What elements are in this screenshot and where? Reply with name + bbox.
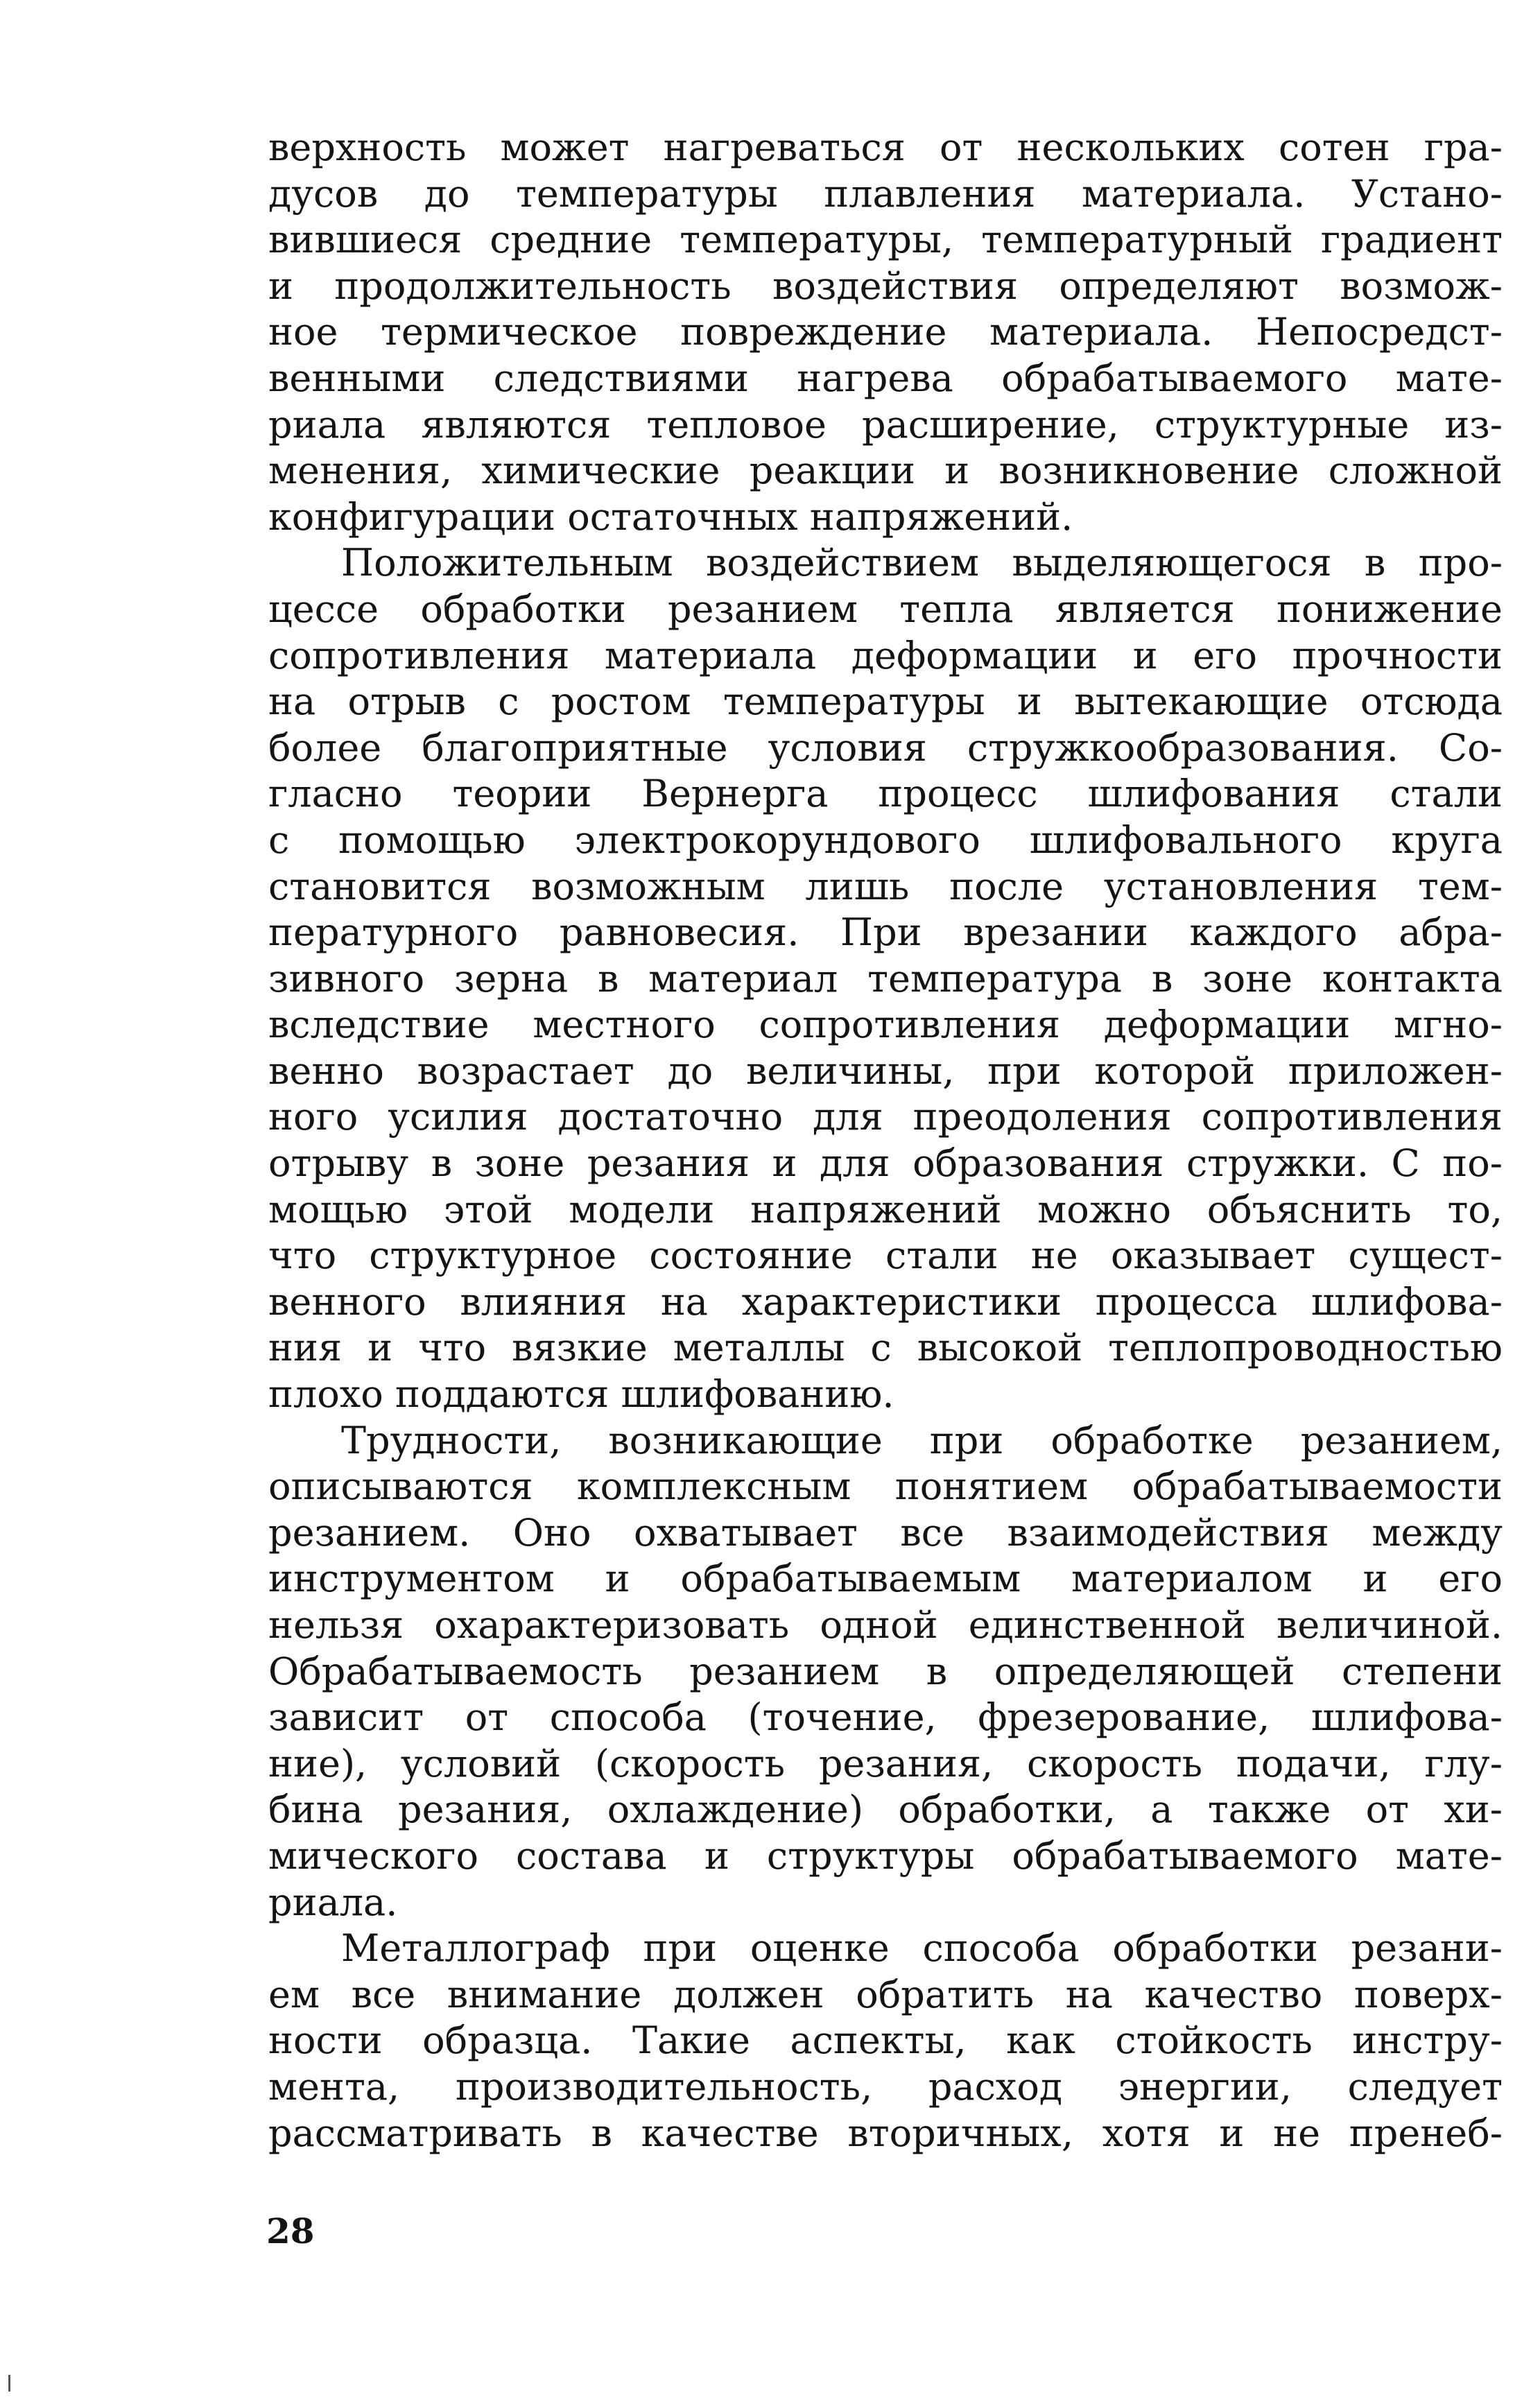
text-line: описываются комплексным понятием обрабатываемости	[268, 1464, 1503, 1509]
text-line: зивного зерна в материал температура в зоне контакта	[268, 956, 1503, 1001]
scan-edge-mark	[8, 2375, 10, 2392]
text-line: плохо поддаются шлифованию.	[268, 1372, 894, 1417]
text-line: риала.	[268, 1880, 398, 1924]
paragraph-1	[268, 125, 1503, 540]
text-line: пературного равновесия. При врезании каждого абра-	[268, 910, 1503, 955]
text-line: рассматривать в качестве вторичных, хотя и не пренеб-	[268, 2111, 1503, 2155]
text-line: гласно теории Вернерга процесс шлифования стали	[268, 772, 1503, 816]
text-line: ности образца. Такие аспекты, как стойкость инстру-	[268, 2018, 1503, 2063]
text-line: Обрабатываемость резанием в определяющей степени	[268, 1649, 1503, 1693]
text-line: более благоприятные условия стружкообразования. Со-	[268, 725, 1503, 770]
text-line: что структурное состояние стали не оказывает сущест-	[268, 1234, 1503, 1278]
text-line: мощью этой модели напряжений можно объяснить то,	[268, 1187, 1503, 1231]
paragraph-3	[268, 1418, 1503, 1926]
paragraph-4	[268, 1926, 1503, 2156]
text-line: ние), условий (скорость резания, скорость подачи, глу-	[268, 1741, 1503, 1785]
text-line: ния и что вязкие металлы с высокой теплопроводностью	[268, 1326, 1503, 1370]
text-line: резанием. Оно охватывает все взаимодействия между	[268, 1510, 1503, 1555]
text-line: и продолжительность воздействия определяют возмож-	[268, 263, 1503, 308]
text-line: инструментом и обрабатываемым материалом и его	[268, 1557, 1503, 1601]
text-line: на отрыв с ростом температуры и вытекающие отсюда	[268, 680, 1503, 724]
text-line: зависит от способа (точение, фрезерование, шлифова-	[268, 1695, 1503, 1740]
text-line: мического состава и структуры обрабатываемого мате-	[268, 1833, 1503, 1878]
text-line: становится возможным лишь после установления тем-	[268, 864, 1503, 908]
text-line: Положительным воздействием выделяющегося в про-	[341, 541, 1503, 585]
text-line: отрыву в зоне резания и для образования стружки. С по-	[268, 1141, 1503, 1186]
text-line: цессе обработки резанием тепла является понижение	[268, 587, 1503, 631]
text-line: Трудности, возникающие при обработке резанием,	[341, 1418, 1503, 1462]
text-line: бина резания, охлаждение) обработки, а также от хи-	[268, 1788, 1503, 1832]
text-line: с помощью электрокорундового шлифовального круга	[268, 818, 1503, 862]
text-line: риала являются тепловое расширение, структурные из-	[268, 402, 1503, 447]
text-line: Металлограф при оценке способа обработки резани-	[341, 1926, 1503, 1971]
text-line: ем все внимание должен обратить на качество поверх-	[268, 1972, 1503, 2016]
paragraph-2	[268, 540, 1503, 1417]
text-line: конфигурации остаточных напряжений.	[268, 494, 1073, 539]
page-number: 28	[266, 2211, 315, 2251]
text-line: сопротивления материала деформации и его прочности	[268, 633, 1503, 677]
text-line: дусов до температуры плавления материала. Устано-	[268, 171, 1503, 216]
text-line: мента, производительность, расход энергии, следует	[268, 2064, 1503, 2109]
text-line: верхность может нагреваться от нескольких сотен гра-	[268, 126, 1503, 169]
page-text	[268, 125, 1503, 2156]
text-line: нельзя охарактеризовать одной единственной величиной.	[268, 1603, 1503, 1647]
text-line: вследствие местного сопротивления деформации мгно-	[268, 1003, 1503, 1047]
text-line: менения, химические реакции и возникновение сложной	[268, 449, 1503, 493]
text-line: ного усилия достаточно для преодоления сопротивления	[268, 1095, 1503, 1139]
text-line: венно возрастает до величины, при которой приложен-	[268, 1048, 1503, 1093]
text-line: венного влияния на характеристики процесса шлифова-	[268, 1279, 1503, 1324]
text-line: венными следствиями нагрева обрабатываемого мате-	[268, 356, 1503, 400]
text-line: вившиеся средние температуры, температурный градиент	[268, 218, 1503, 262]
text-line: ное термическое повреждение материала. Непосредст-	[268, 310, 1503, 354]
